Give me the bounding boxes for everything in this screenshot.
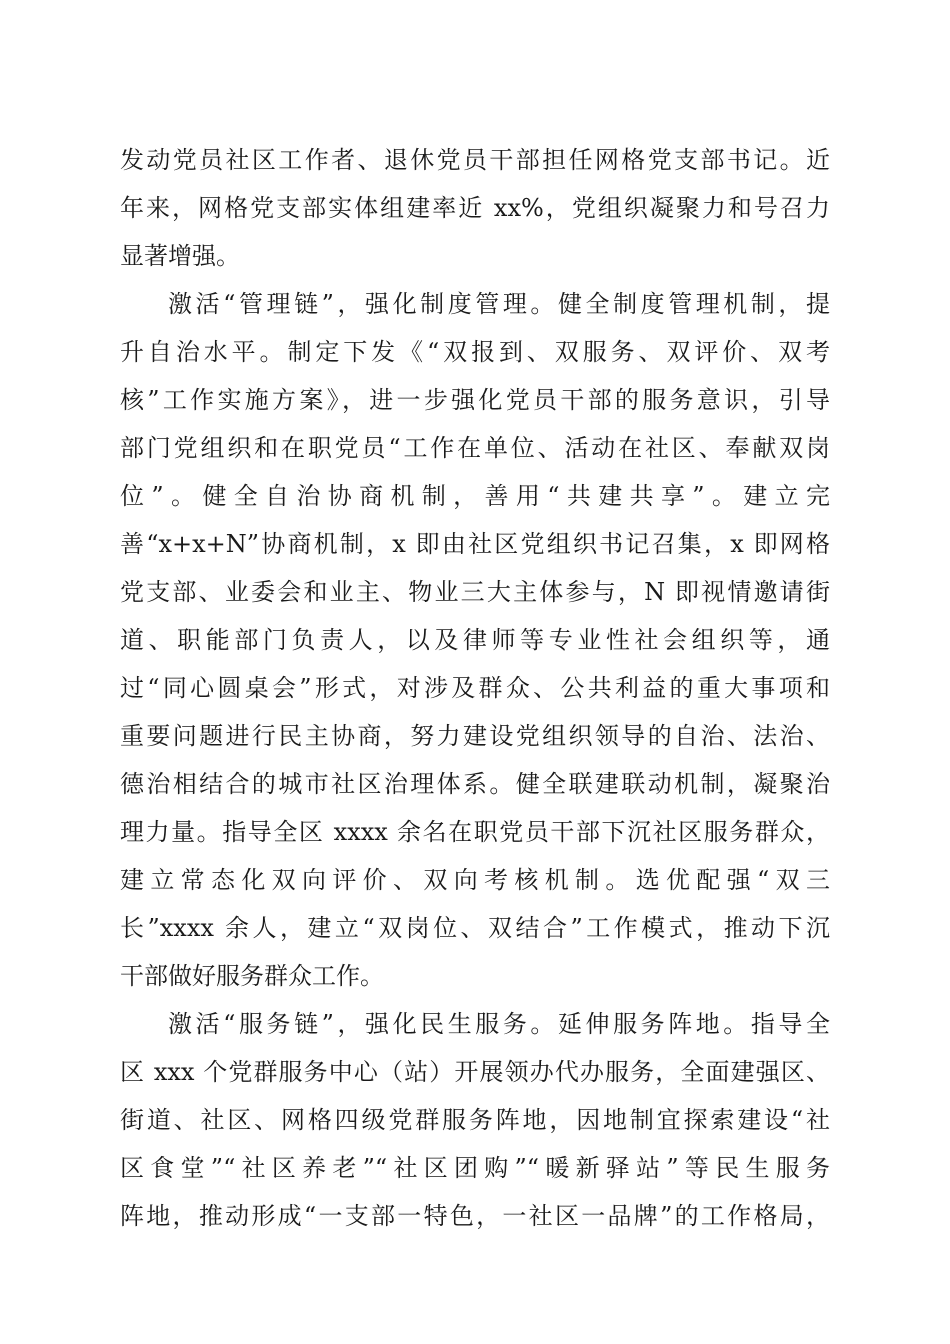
text-line: 善“x+x+N”协商机制，x 即由社区党组织书记召集，x 即网格: [120, 530, 830, 558]
text-line: 位”。健全自治协商机制，善用“共建共享”。建立完: [120, 482, 830, 510]
text-line: 区食堂”“社区养老”“社区团购”“暖新驿站”等民生服务: [120, 1154, 830, 1182]
text-line: 重要问题进行民主协商，努力建设党组织领导的自治、法治、: [120, 722, 830, 750]
text-line: 阵地，推动形成“一支部一特色，一社区一品牌”的工作格局，: [120, 1202, 830, 1230]
text-line: 长”xxxx 余人，建立“双岗位、双结合”工作模式，推动下沉: [120, 914, 830, 942]
text-line: 区 xxx 个党群服务中心（站）开展领办代办服务，全面建强区、: [120, 1058, 830, 1086]
text-line: 德治相结合的城市社区治理体系。健全联建联动机制，凝聚治: [120, 770, 830, 798]
text-line: 年来，网格党支部实体组建率近 xx%，党组织凝聚力和号召力: [120, 194, 830, 222]
paragraph-start-line: 激活“管理链”，强化制度管理。健全制度管理机制，提: [168, 290, 830, 318]
paragraph-start-line: 激活“服务链”，强化民生服务。延伸服务阵地。指导全: [168, 1010, 830, 1038]
text-line: 升自治水平。制定下发《“双报到、双服务、双评价、双考: [120, 338, 830, 366]
text-line: 部门党组织和在职党员“工作在单位、活动在社区、奉献双岗: [120, 434, 830, 462]
text-line: 过“同心圆桌会”形式，对涉及群众、公共利益的重大事项和: [120, 674, 830, 702]
text-line: 街道、社区、网格四级党群服务阵地，因地制宜探索建设“社: [120, 1106, 830, 1134]
text-line: 显著增强。: [120, 242, 240, 270]
text-line: 党支部、业委会和业主、物业三大主体参与，N 即视情邀请街: [120, 578, 830, 606]
text-line: 核”工作实施方案》，进一步强化党员干部的服务意识，引导: [120, 386, 830, 414]
text-line: 道、职能部门负责人，以及律师等专业性社会组织等，通: [120, 626, 830, 654]
text-line: 干部做好服务群众工作。: [120, 962, 384, 990]
text-line: 建立常态化双向评价、双向考核机制。选优配强“双三: [120, 866, 830, 894]
text-line: 理力量。指导全区 xxxx 余名在职党员干部下沉社区服务群众，: [120, 818, 830, 846]
text-line: 发动党员社区工作者、退休党员干部担任网格党支部书记。近: [120, 146, 830, 174]
